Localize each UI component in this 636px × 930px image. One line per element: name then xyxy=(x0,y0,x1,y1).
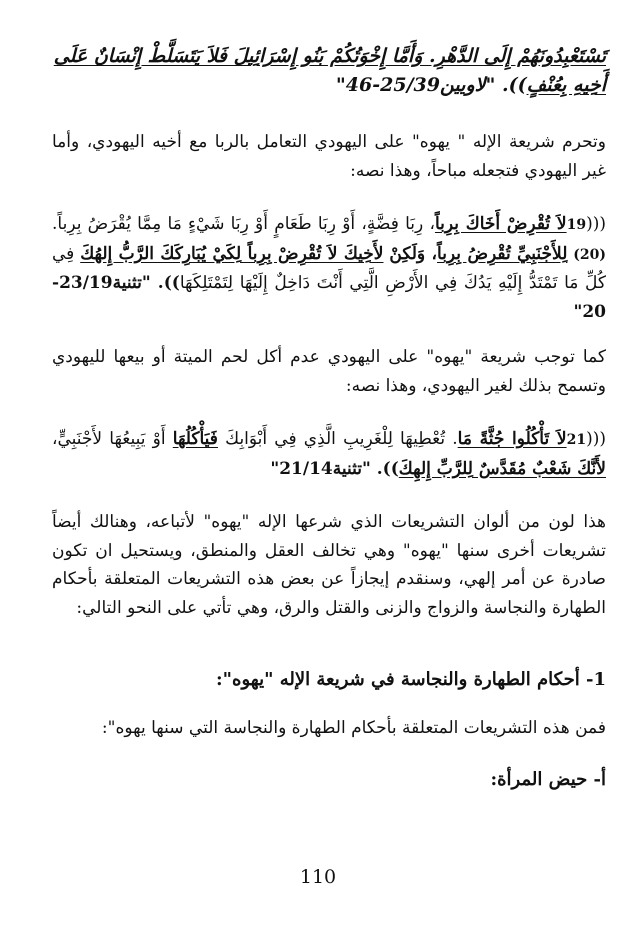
top-quote xyxy=(52,42,606,100)
verse-meat-part-4: أَوْ يَبِيعُهَا لأَجْنَبِيٍّ، xyxy=(52,429,173,449)
paragraph-riba: وتحرم شريعة الإله " يهوه" على اليهودي التعامل بالربا مع أخيه اليهودي، وأما غير اليهودي فتجعله مباحاً، وهذا نصه: xyxy=(52,132,606,181)
paragraph-meat: كما توجب شريعة "يهوه" على اليهودي عدم أكل لحم الميتة أو بيعها لليهودي وتسمح بذلك لغير اليهودي، وهذا نصه: xyxy=(52,347,606,396)
verse-meat xyxy=(52,425,606,483)
verse-number-21: 21 xyxy=(566,432,587,448)
verse-number-19: 19 xyxy=(566,217,587,233)
subsection-heading: أ- حيض المرأة: xyxy=(490,769,606,790)
verse-meat-reference: )). "تثنية21/14" xyxy=(270,458,399,479)
paragraph-laws: هذا لون من ألوان التشريعات الذي شرعها الإله "يهوه" لأتباعه، وهنالك أيضاً تشريعات أخرى سنها "يهوه" وهي تخالف العقل والمنطق، ويستحيل ان تكون صادرة عن أمر إلهي، وسنقدم إيجازاً عن بعض هذه التشريعات المتعلقة بأحكام الطهارة والنجاسة والزواج والزنى والقتل والرق، وهي تأتي على النحو التالي: xyxy=(52,512,606,618)
section-heading: 1- أحكام الطهارة والنجاسة في شريعة الإله "يهوه": xyxy=(216,669,606,690)
verse-riba xyxy=(52,210,606,326)
verse-open: ((( xyxy=(586,214,606,234)
verse-meat-part-5: لأَنَّكَ شَعْبٌ مُقَدَّسٌ لِلرَّبِّ إِلهِكَ xyxy=(398,458,606,479)
verse-riba-part-5: لأَخِيكَ لاَ تُقْرِضْ بِرِباً لِكَيْ يُبَارِكَكَ الرَّبُّ إِلهُكَ xyxy=(80,243,384,264)
verse-meat-part-1: لاَ تَأْكُلُوا جُثَّةً مَا xyxy=(457,429,567,449)
verse-open: ((( xyxy=(586,429,606,449)
quote-line-1: تَسْتَعْبِدُونَهُمْ إِلَى الدَّهْرِ. وَأَمَّا إِخْوَتُكُمْ بَنُو إِسْرَائِيلَ فَلاَ يَتَسَلَّطْ إِنْسَانٌ عَلَى xyxy=(53,45,606,67)
quote-line-2 xyxy=(52,71,606,100)
page-number: 110 xyxy=(299,866,337,888)
quote-underlined: أَخِيهِ بِعُنْفٍ xyxy=(526,74,606,96)
quote-reference: )). "لاويين25/39-46" xyxy=(335,74,527,96)
verse-riba-part-6: فِي كُلِّ مَا تَمْتَدُّ إِلَيْهِ يَدُكَ فِي الأَرْضِ الَّتِي أَنْتَ دَاخِلٌ إِلَيْهَا لِتَمْتَلِكَهَا xyxy=(52,243,606,293)
verse-meat-part-3: فَيَأْكُلُهَا xyxy=(172,429,218,449)
verse-riba-part-2: ، رِبَا فِضَّةٍ، أَوْ رِبَا طَعَامٍ أَوْ رِبَا شَيْءٍ مَا مِمَّا يُقْرَضُ بِرِباً. xyxy=(52,214,435,234)
verse-riba-part-4: ، وَلَكِنْ xyxy=(389,243,438,264)
verse-riba-part-3: لِلأَجْنَبِيِّ تُقْرِضُ بِرِباً xyxy=(437,243,568,264)
verse-riba-reference: )). "تثنية23/19-20" xyxy=(52,273,606,322)
verse-number-20: (20) xyxy=(573,246,607,263)
verse-meat-part-2: . تُعْطِيهَا لِلْغَرِيبِ الَّذِي فِي أَبْوَابِكَ xyxy=(217,429,458,449)
verse-riba-part-1: لاَ تُقْرِضْ أَخَاكَ بِرِباً xyxy=(434,214,567,234)
paragraph-intro: فمن هذه التشريعات المتعلقة بأحكام الطهارة والنجاسة التي سنها يهوه": xyxy=(101,718,606,738)
